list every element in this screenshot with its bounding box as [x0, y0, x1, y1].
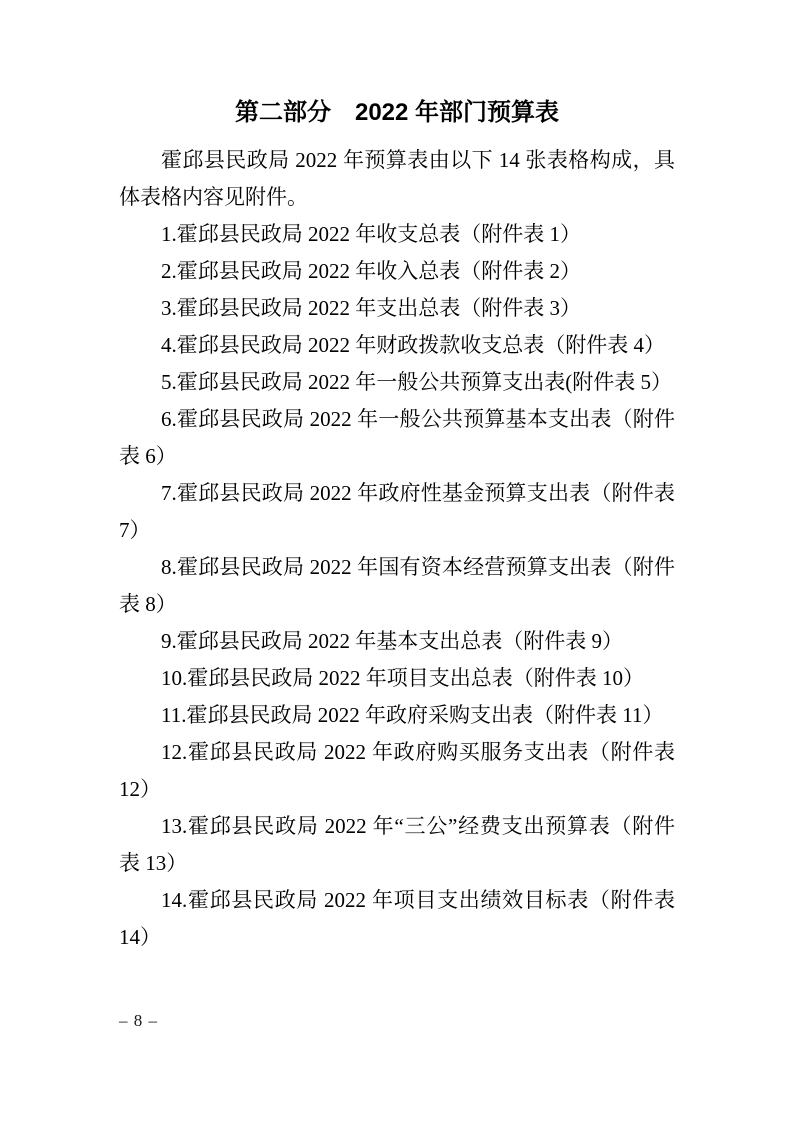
page-number: – 8 – — [119, 1011, 158, 1030]
page-title: 第二部分 2022 年部门预算表 — [234, 99, 560, 126]
list-item-6: 6.霍邱县民政局 2022 年一般公共预算基本支出表（附件表 6） — [119, 407, 675, 468]
list-item-11: 11.霍邱县民政局 2022 年政府采购支出表（附件表 11） — [161, 703, 664, 727]
intro-paragraph: 霍邱县民政局 2022 年预算表由以下 14 张表格构成，具体表格内容见附件。 — [119, 148, 675, 209]
document-content — [119, 96, 675, 956]
list-item-3: 3.霍邱县民政局 2022 年支出总表（附件表 3） — [161, 296, 581, 320]
list-item-2: 2.霍邱县民政局 2022 年收入总表（附件表 2） — [161, 259, 581, 283]
list-item-14: 14.霍邱县民政局 2022 年项目支出绩效目标表（附件表 14） — [119, 888, 675, 949]
list-item-10: 10.霍邱县民政局 2022 年项目支出总表（附件表 10） — [161, 666, 644, 690]
list-item-1: 1.霍邱县民政局 2022 年收支总表（附件表 1） — [161, 222, 581, 246]
list-item-4: 4.霍邱县民政局 2022 年财政拨款收支总表（附件表 4） — [161, 333, 665, 357]
list-item-5: 5.霍邱县民政局 2022 年一般公共预算支出表(附件表 5） — [161, 370, 672, 394]
list-item-7: 7.霍邱县民政局 2022 年政府性基金预算支出表（附件表 7） — [119, 481, 675, 542]
list-item-12: 12.霍邱县民政局 2022 年政府购买服务支出表（附件表 12） — [119, 740, 675, 801]
list-item-8: 8.霍邱县民政局 2022 年国有资本经营预算支出表（附件表 8） — [119, 555, 675, 616]
list-item-9: 9.霍邱县民政局 2022 年基本支出总表（附件表 9） — [161, 629, 623, 653]
list-item-13: 13.霍邱县民政局 2022 年“三公”经费支出预算表（附件表 13） — [119, 814, 675, 875]
